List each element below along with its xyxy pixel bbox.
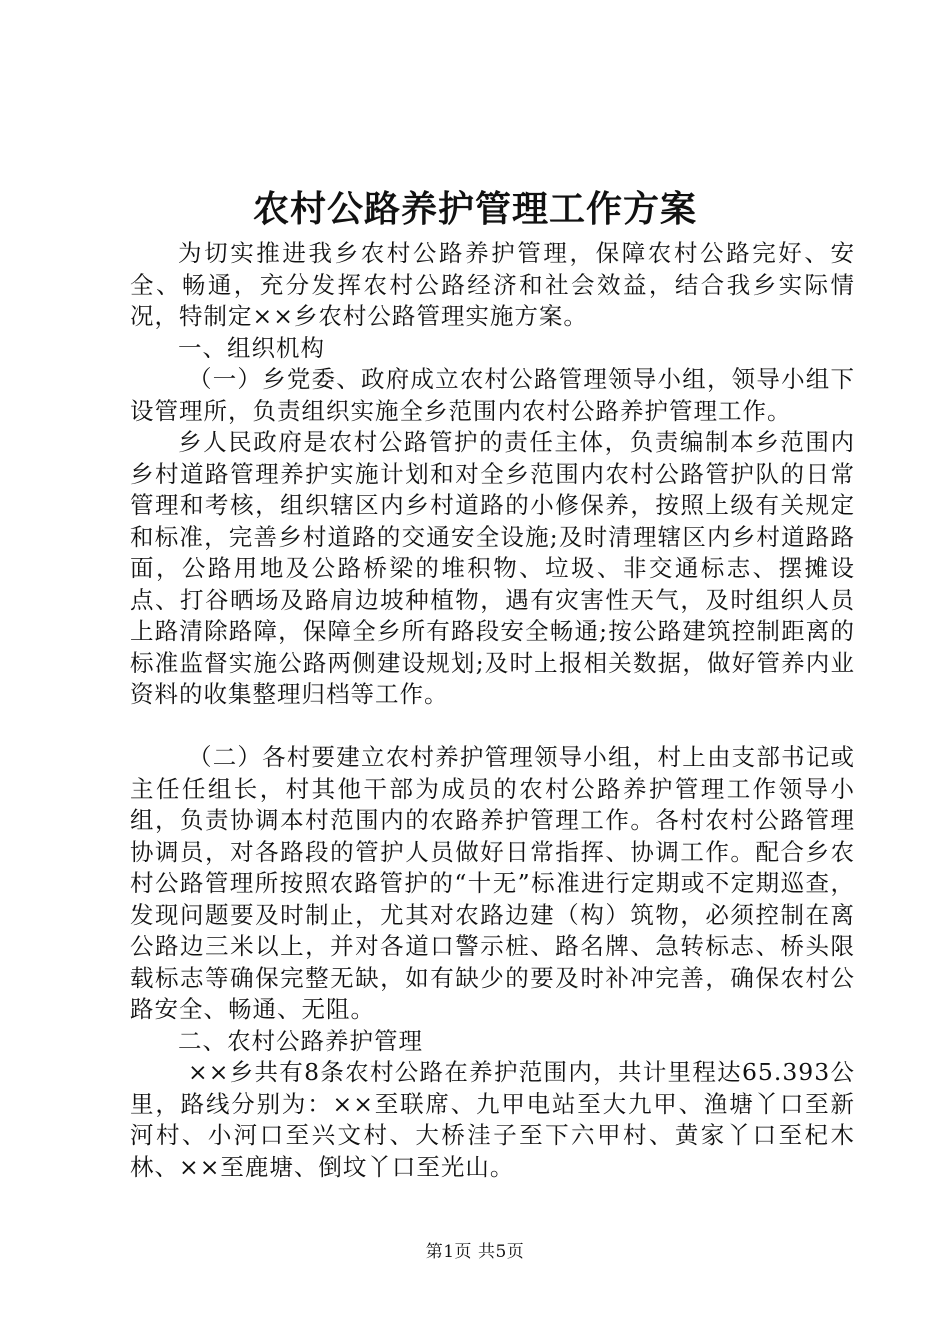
document-title: 农村公路养护管理工作方案 [252, 188, 697, 230]
intro-paragraph: 为切实推进我乡农村公路养护管理，保障农村公路完好、安全、畅通，充分发挥农村公路经济和社会效益，结合我乡实际情况，特制定××乡农村公路管理实施方案。 [130, 239, 855, 330]
subsection-two-paragraph: （二）各村要建立农村养护管理领导小组，村上由支部书记或主任任组长，村其他干部为成员的农村公路养护管理工作领导小组，负责协调本村范围内的农路养护管理工作。各村农村公路管理协调员，对各路段的管护人员做好日常指挥、协调工作。配合乡农村公路管理所按照农路管护的“十无”标准进行定期或不定期巡查，发现问题要及时制止，尤其对农路边建（构）筑物，必须控制在离公路边三米以上，并对各道口警示桩、路名牌、急转标志、桥头限载标志等确保完整无缺，如有缺少的要及时补冲完善，确保农村公路安全、畅通、无阻。 [130, 743, 855, 1023]
section-heading-organization: 一、组织机构 [178, 333, 325, 362]
subsection-one-paragraph: （一）乡党委、政府成立农村公路管理领导小组，领导小组下设管理所，负责组织实施全乡范围内农村公路养护管理工作。 [130, 365, 855, 425]
document-body [130, 238, 855, 1183]
section-heading-maintenance: 二、农村公路养护管理 [178, 1026, 423, 1055]
responsibility-paragraph: 乡人民政府是农村公路管护的责任主体，负责编制本乡范围内乡村道路管理养护实施计划和对全乡范围内农村公路管护队的日常管理和考核，组织辖区内乡村道路的小修保养，按照上级有关规定和标准，完善乡村道路的交通安全设施;及时清理辖区内乡村道路路面，公路用地及公路桥梁的堆积物、垃圾、非交通标志、摆摊设点、打谷晒场及路肩边坡种植物，遇有灾害性天气，及时组织人员上路清除路障，保障全乡所有路段安全畅通;按公路建筑控制距离的标准监督实施公路两侧建设规划;及时上报相关数据，做好管养内业资料的收集整理归档等工作。 [130, 428, 855, 708]
paragraph-spacer [130, 711, 855, 743]
page-footer: 第1页 共5页 [425, 1242, 525, 1262]
road-list-paragraph: ××乡共有8条农村公路在养护范围内，共计里程达65.393公里，路线分别为：××至联席、九甲电站至大九甲、渔塘丫口至新河村、小河口至兴文村、大桥洼子至下六甲村、黄家丫口至杞木林、××至鹿塘、倒坟丫口至光山。 [130, 1058, 855, 1181]
